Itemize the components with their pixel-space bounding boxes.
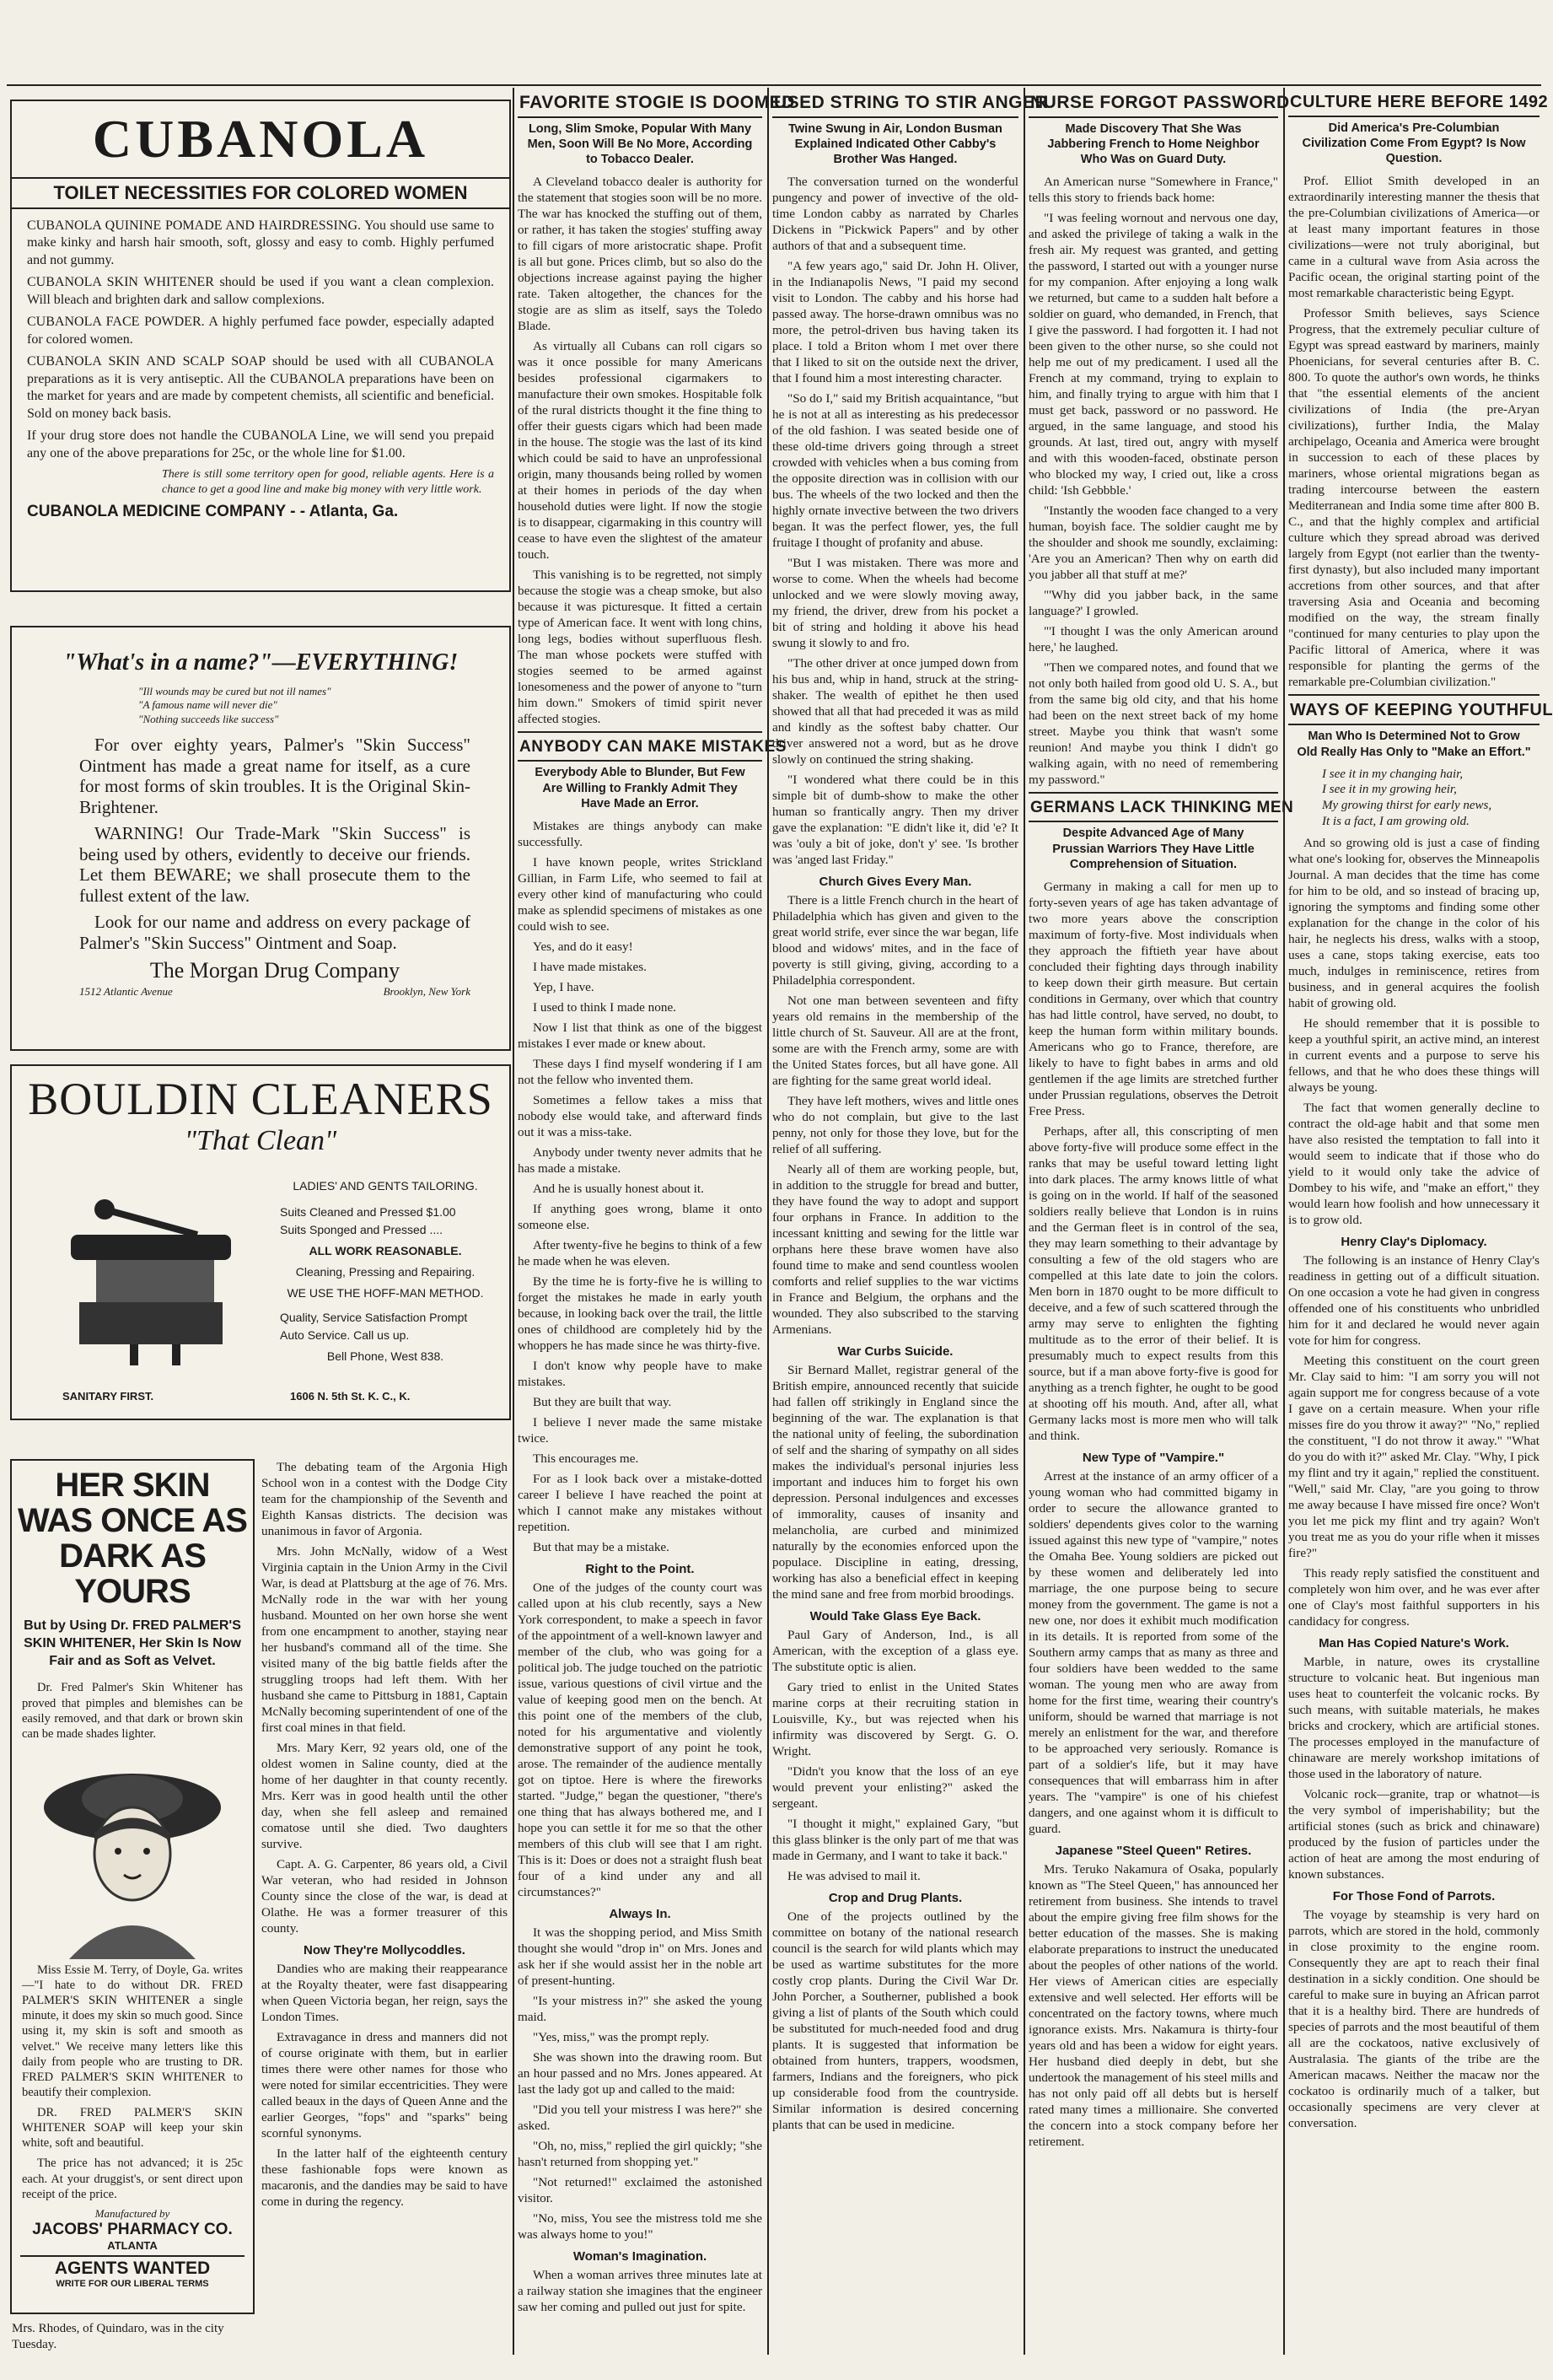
article-para: The fact that women generally decline to contract the old-age habit and that some men have also resisted the temptation to fall into it would seem to indicate that if those who do yield to it would only take the advice of Dombey to his wife, and "make an effort," they would learn how foolish and how unnecessary it is to grow old.: [1288, 1100, 1540, 1227]
article-para: This ready reply satisfied the constituent and completely won him over, and he was ever after one of Clay's most faithful supporters in his candidacy for congress.: [1288, 1565, 1540, 1629]
cubanola-footer: CUBANOLA MEDICINE COMPANY - - Atlanta, Ga.: [27, 502, 399, 520]
article-para: The following is an instance of Henry Clay's readiness in getting out of a difficult situation. On one occasion a vote he had given in congress offended one of his constituents who unbridled him for it and declared he would never again vote for him for congress.: [1288, 1252, 1540, 1348]
article-para: Paul Gary of Anderson, Ind., is all American, with the exception of a glass eye. The substitute optic is alien.: [772, 1628, 1018, 1675]
local-news-para: In the latter half of the eighteenth century these fashionable fops were known as macaronis, and the dandies may be said to have come in during the regency.: [261, 2146, 508, 2209]
article-para: "'Why did you jabber back, in the same language?' I growled.: [1029, 588, 1278, 619]
local-news-column: [261, 1459, 508, 2361]
bouldin-caption: SANITARY FIRST.: [62, 1390, 154, 1403]
local-news-para: Capt. A. G. Carpenter, 86 years old, a Civil War veteran, who had resided in Johnson County since the close of the war, is dead at Olathe. He was a former treasurer of this county.: [261, 1857, 508, 1936]
column-rule: [1024, 88, 1025, 2355]
article-para: And so growing old is just a case of finding what one's looking for, observes the Minneapolis Journal. A man decides that the time has come for him to be old, and so instead of bracing up, ignoring the symptoms and finding some other explanation for the change in the color of his hair, he neglects his dress, walks with a stoop, uses a cane, stops taking exercise, eats too much, indulges in reminiscence, retires from business, and in general acquires the foolish habit of growing old.: [1288, 835, 1540, 1010]
article-deck: Long, Slim Smoke, Popular With Many Men, Soon Will Be No More, According to Tobacco Dealer.: [527, 122, 753, 167]
article-para: The conversation turned on the wonderful pungency and power of invective of the old-time London cabby as narrated by Charles Dickens in "Pickwick Papers" and by other authors of that and a subsequent time.: [772, 175, 1018, 254]
article-para: Sometimes a fellow takes a miss that nobody else would take, and afterward finds out it was a miss-take.: [518, 1092, 762, 1139]
cubanola-para: CUBANOLA SKIN AND SCALP SOAP should be used with all CUBANOLA preparations as it is very antiseptic. All the CUBANOLA preparations have been on the market for years and are made by competent chemists, all scientific and beneficial. Sold on money back basis.: [27, 354, 494, 421]
palmer-success-ad: [10, 626, 511, 1051]
article-para: "Not returned!" exclaimed the astonished visitor.: [518, 2174, 762, 2205]
section-subhead: Church Gives Every Man.: [819, 875, 972, 890]
section-subhead: War Curbs Suicide.: [837, 1344, 954, 1360]
bouldin-line: ALL WORK REASONABLE.: [309, 1244, 462, 1257]
rhodes-note: Mrs. Rhodes, of Quindaro, was in the city Tuesday.: [12, 2322, 224, 2351]
section-subhead: For Those Fond of Parrots.: [1332, 1888, 1496, 1903]
woman-portrait-illustration: [35, 1748, 229, 1959]
cubanola-headline: TOILET NECESSITIES FOR COLORED WOMEN: [12, 177, 509, 209]
article-deck: Twine Swung in Air, London Busman Explained Indicated Other Cabby's Brother Was Hanged.: [788, 122, 1002, 167]
article-para: If anything goes wrong, blame it onto someone else.: [518, 1201, 762, 1232]
article-para: One of the judges of the county court was called upon at his club recently, says a New York correspondent, to make a speech in favor of the appointment of a well-known lawyer and member of the club, who was going for a political job. The judge touched on the patriotic issue, various questions of civil virtue and the value of keeping good men on the bench. At this point one of the members of the club, noted for his argumentative and violently demonstrative support of any point he took, arose. The remainder of the audience mentally got on tiptoe. Here is where the fireworks started. "Judge," began the questioner, "there's one thing that has always bothered me, and I hope you can settle it for me so that the other members of this club will see that I am right. This is it: Does or does not a straight flush beat four of a kind under any and all circumstances?": [518, 1580, 762, 1899]
bouldin-line: Suits Sponged and Pressed ....: [280, 1223, 443, 1236]
palmer-success-headline: "What's in a name?"—EVERYTHING!: [62, 649, 459, 676]
article-para: Not one man between seventeen and fifty years old remains in the membership of the little church of St. Sauveur. All are at the front, some are with the French army, some are with the United States forces, but all have gone. All are fighting for the same great world ideal.: [772, 993, 1018, 1089]
verse-line: My growing thirst for early news,: [1322, 799, 1492, 813]
article-para: For as I look back over a mistake-dotted career I believe I have reached the point at which I cannot make any mistakes without repetition.: [518, 1471, 762, 1534]
local-news-para: Extravagance in dress and manners did not of course originate with them, but in earlier times there were other names for those who were noted for similar eccentricities. They were called beaux in the days of Queen Anne and the earlier Georges, "fops" and "sparks" being scornful synonyms.: [261, 2030, 508, 2140]
article-para: Arrest at the instance of an army officer of a young woman who had committed bigamy in order to secure the allowance granted to soldiers' dependents gives color to the warning issued against this new type of "vampire," notes the Omaha Bee. Young soldiers are picked out by these women and deliberately led into marriage, the one purpose being to secure money from the government. The game is not a new one, nor does it exhibit much modification in its details. It is reported from some of the Southern army camps that as many as three and four soldiers have been wedded to the same woman. The young men who are away from home for the first time, wearing their country's uniform, should be warned that marriage is not merely an enlistment for the war, and therefore to be approached very seriously. Romance is part of a soldier's life, but it may have consequences that will embarrass him in after years. The "vampire" is one of his chiefest dangers, and one against whom it is difficult to guard.: [1029, 1468, 1278, 1836]
verse-line: I see it in my changing hair,: [1322, 767, 1464, 781]
section-subhead: Always In.: [609, 1906, 671, 1921]
article-para: And he is usually honest about it.: [533, 1181, 704, 1196]
article-headline: CULTURE HERE BEFORE 1492: [1288, 88, 1540, 117]
bouldin-line: Suits Cleaned and Pressed $1.00: [280, 1205, 456, 1219]
article-headline: WAYS OF KEEPING YOUTHFUL: [1288, 694, 1540, 725]
article-deck: Everybody Able to Blunder, But Few Are Willing to Frankly Admit They Have Made an Error.: [535, 766, 745, 810]
article-para: Perhaps, after all, this conscripting of men above forty-five will produce some effect in the ranks that may be useful toward letting light into dark places. The army knows little of what is going on in the world. If half of the seasoned soldiers really believe that London is in ruins and the German fleet is in control of the sea, they may learn something to their advantage by consulting a few of the old stagers who are compelled at this late date to join the colors. Men born in 1870 ought to be more difficult to deceive, and a few of such scattered through the army may serve to enlighten the fighting multitude as to the error of their belief. It is presumably much to expect results from this source, but if a man above forty-five is good for anything as a trench fighter, he ought to be good at shooting off his mouth. And, after all, what Germany lacks most is more men who will talk and think.: [1029, 1123, 1278, 1443]
article-deck: Despite Advanced Age of Many Prussian Warriors They Have Little Comprehension of Situation.: [1052, 827, 1255, 871]
article-para: Professor Smith believes, says Science Progress, that the extremely peculiar culture of Egypt was spread eastward by mariners, mainly Phoenicians, for several centuries after B. C. 800. To quote the author's own words, he thinks that "the essential elements of the ancient civilizations of India (the pre-Aryan civilizations), further India, the Malay archipelago, Oceania and America were brought in succession to each of these places by mariners, whose oriental migrations began as trading intercourse between the eastern Mediterranean and India some time after 800 B. C., and that the highly complex and artificial culture which they spread abroad was derived largely from Egypt (not earlier than the twenty-first dynasty), but also included many important accretions from other sources, and that after traversing Asia and Oceania and becoming modified on the way, the stream finally "continued for many centuries to play upon the Pacific littoral of America, where it was responsible for planting the germs of the remarkable pre-Columbian civilization.": [1288, 306, 1540, 690]
palmer-success-body: Look for our name and address on every package of Palmer's "Skin Success" Ointment and Soap.: [79, 911, 470, 953]
article-para: Meeting this constituent on the court green Mr. Clay said to him: "I am sorry you will not again support me for congress because of a vote I gave on a certain measure. When your rifle misses fire do you throw it away?" "No," replied the constituent, "I do not throw it away." "What do you do with it?" asked Mr. Clay. "Why, I pick my flint and try it again," replied the constituent. "Well," said Mr. Clay, "are you going to throw me away because I have missed fire once? Won't you let me pick my flint and try again? Won't you treat me as you do your rifle when it misses fire?": [1288, 1353, 1540, 1560]
pressing-machine-illustration: [54, 1176, 248, 1370]
article-para: I have made mistakes.: [533, 959, 647, 974]
bouldin-line: LADIES' AND GENTS TAILORING.: [293, 1179, 478, 1193]
verse-line: I see it in my growing heir,: [1322, 783, 1457, 797]
article-para: "A few years ago," said Dr. John H. Oliver, in the Indianapolis News, "I paid my second visit to London. The cabby and his horse had passed away. The horse-drawn omnibus was no more, the petrol-driven bus having taken its place. I told a Briton whom I met over there that I liked to sit on the outside next the driver, that I found him a most interesting character.: [772, 259, 1018, 386]
article-para: There is a little French church in the heart of Philadelphia which has given and given to the great world strife, ever since the war began, life blood and widows' mites, and in the face of poverty is still giving, giving, according to a Philadelphia correspondent.: [772, 893, 1018, 988]
article-para: Prof. Elliot Smith developed in an extraordinarily interesting manner the thesis that the pre-Columbian civilizations of America—or at least many important features in those civilizations—were not truly aboriginal, but came in a cultural wave from Asia across the Pacific ocean, the original starting point of the most remarkable characteristic being Egypt.: [1288, 174, 1540, 301]
article-para: Marble, in nature, owes its crystalline structure to volcanic heat. But ingenious man uses heat to counterfeit the volcanic rocks. By such means, with suitable materials, he makes bricks and crockery, which are artificial stones. The processes employed in the manufacture of chinaware are merely workshop imitations of those used in the laboratory of nature.: [1288, 1654, 1540, 1781]
whitener-deck: But by Using Dr. FRED PALMER'S SKIN WHITENER, Her Skin Is Now Fair and as Soft as Velvet.: [24, 1618, 241, 1668]
bouldin-line: Bell Phone, West 838.: [326, 1349, 444, 1363]
article-para: Germany in making a call for men up to forty-seven years of age has taken advantage of two more years above the conscription maximum of forty-five. Most individuals when they approach the fiftieth year have about concluded their fighting days through inability to keep down their girth measure. But certain conditions in Germany, over which that country has had little control, have served, no doubt, to keep the human form within military bounds. Americans who go to France, therefore, are likely to have to fight babes in arms and old gentlemen if the age limits are stretched further under Prussian regulations, observes the Detroit Free Press.: [1029, 879, 1278, 1118]
article-para: This encourages me.: [533, 1451, 639, 1466]
article-para: Sir Bernard Mallet, registrar general of the British empire, announced recently that suicide had fallen off strikingly in England since the beginning of the war. The explanation is that the national unity of feeling, the subordination of self and the sharing of sympathy on all sides makes the individual's personal injuries less important and induces him to forget his own depression. Personal indulgences and excesses of immorality, causes of insanity and melancholia, are curbed and minimized naturally by the economies enforced upon the populace. Discipline in eating, dressing, working has also a beneficial effect in keeping the mind sane and free from morbid broodings.: [772, 1363, 1018, 1602]
palmer-address-left: 1512 Atlantic Avenue: [79, 985, 173, 999]
article-headline: GERMANS LACK THINKING MEN: [1029, 792, 1278, 822]
section-subhead: Would Take Glass Eye Back.: [809, 1609, 981, 1624]
local-news-para: Mrs. John McNally, widow of a West Virginia captain in the Union Army in the Civil War, is dead at Plattsburg at the age of 76. Mrs. McNally rode in the war with her young husband. Mounted on her own horse she went from one encampment to another, staying near her husband's command all of the time. She visited many of the big battle fields after the struggling troops had left them. With her husband she came to Pittsburg in 1881, Captain McNally becoming superintendent of one of the first coal mines in that field.: [261, 1544, 508, 1735]
bouldin-cleaners-ad: [10, 1064, 511, 1420]
article-para: I don't know why people have to make mistakes.: [518, 1358, 762, 1389]
article-para: After twenty-five he begins to think of a few he made when he was eleven.: [518, 1237, 762, 1268]
palmer-success-body: For over eighty years, Palmer's "Skin Success" Ointment has made a great name for itself, as a cure for most forms of skin troubles. It is the Original Skin-Brightener.: [79, 734, 470, 818]
column-3: [518, 88, 795, 2356]
article-headline: FAVORITE STOGIE IS DOOMED: [518, 88, 762, 118]
column-rule: [513, 88, 514, 2355]
article-para: This vanishing is to be regretted, not simply because the stogie was a cheap smoke, but also because it was picturesque. It fitted a certain type of American face. It went with long chins, long legs, bodies without superfluous flesh. The man whose pockets were stuffed with stogies seemed to be armed against lonesomeness and the power of anyone to "turn him down." Smokers of timid spirit never affected stogies.: [518, 568, 762, 727]
article-para: Yep, I have.: [533, 979, 594, 994]
article-para: As virtually all Cubans can roll cigars so was it once possible for many Americans besides professional cigarmakers to manufacture their own smokes. Hospitable folk of the rural districts thought it the fine thing to offer their guests cigars which had been made in the house. The stogie was the last of its kind which could be said to have an unprofessional origin, many thousands being rolled by women at their homes in periods of the day when household duties were light. If now the stogie is to disappear, cigarmaking in this country will cease to have even the slightest of the amateur touch.: [518, 339, 762, 563]
whitener-headline: HER SKIN WAS ONCE AS DARK AS YOURS: [18, 1467, 247, 1610]
whitener-testimonial: Miss Essie M. Terry, of Doyle, Ga. writes—"I hate to do without DR. FRED PALMER'S SKIN WHITENER a single minute, it does my skin so much good. Since using it, my skin is soft and smooth as velvet." We receive many letters like this daily from people who are trusting to DR. FRED PALMER'S SKIN WHITENER to beautify their complexion.: [22, 1963, 243, 2099]
verse-line: It is a fact, I am growing old.: [1322, 814, 1470, 828]
bouldin-address: 1606 N. 5th St. K. C., K.: [290, 1390, 411, 1403]
article-para: He was advised to mail it.: [787, 1869, 921, 1884]
article-para: I used to think I made none.: [533, 999, 676, 1015]
local-news-para: Dandies who are making their reappearance at the Royalty theater, were fast disappearing when Queen Victoria began, her reign, says the London Times.: [261, 1962, 508, 2024]
bouldin-slogan: "That Clean": [184, 1125, 337, 1156]
article-para: One of the projects outlined by the committee on botany of the national research council is the search for wild plants which may be used as wartime substitutes for the more costly crop plants. During the Civil War Dr. John Porcher, a Southerner, published a book giving a list of plants of the South which could be substituted for much-needed food and drug plants. It is suggested that information be obtained from hunters, trappers, woodsmen, farmers, Indians and the foreigners, who pick up considerable food from the countryside. Similar information is desired concerning plants that can be used in medicine.: [772, 1909, 1018, 2133]
article-para: I have known people, writes Strickland Gillian, in Farm Life, who seemed to fail at every other kind of manufacturing who could make as splendid specimens of mistakes as one could wish to see.: [518, 854, 762, 934]
column-4: [772, 88, 1049, 2356]
section-subhead: Man Has Copied Nature's Work.: [1319, 1635, 1509, 1650]
bouldin-line: Cleaning, Pressing and Repairing.: [295, 1265, 476, 1279]
cubanola-para: If your drug store does not handle the CUBANOLA Line, we will send you prepaid any one of the above preparations for 25c, or the whole line for $1.00.: [27, 428, 494, 460]
section-subhead: Woman's Imagination.: [572, 2248, 707, 2264]
palmer-whitener-ad: [10, 1459, 255, 2314]
whitener-agents: AGENTS WANTED: [20, 2255, 245, 2279]
palmer-success-warning: WARNING! Our Trade-Mark "Skin Success" is being used by others, evidently to deceive our friends. Let them BEWARE; we shall prosecute them to the fullest extent of the law.: [79, 822, 470, 907]
whitener-city: ATLANTA: [107, 2238, 158, 2252]
palmer-verse-line: "Nothing succeeds like success": [138, 712, 279, 725]
column-rule: [767, 88, 769, 2355]
article-para: Mistakes are things anybody can make successfully.: [518, 818, 762, 849]
article-para: "Oh, no, miss," replied the girl quickly; "she hasn't returned from shopping yet.": [518, 2138, 762, 2169]
article-para: She was shown into the drawing room. But an hour passed and no Mrs. Jones appeared. At last the lady got up and called to the maid:: [518, 2049, 762, 2097]
article-para: An American nurse "Somewhere in France," tells this story to friends back home:: [1029, 175, 1278, 206]
section-subhead: Right to the Point.: [585, 1561, 695, 1576]
cubanola-logo: CUBANOLA: [92, 109, 429, 169]
column-5: [1029, 88, 1294, 2356]
whitener-para: DR. FRED PALMER'S SKIN WHITENER SOAP will keep your skin white, soft and beautiful.: [22, 2106, 243, 2151]
article-headline: ANYBODY CAN MAKE MISTAKES: [518, 731, 762, 762]
article-para: Now I list that think as one of the biggest mistakes I ever made or knew about.: [518, 1020, 762, 1051]
article-para: "Then we compared notes, and found that we not only both hailed from good old U. S. A., but from the same big old city, and that his home had been on the next street back of my home street. Maybe you think that wasn't some reunion! And maybe you think I didn't go walking again, with no need of remembering my password.": [1029, 660, 1278, 788]
cubanola-para: CUBANOLA FACE POWDER. A highly perfumed face powder, especially adapted for colored women.: [27, 315, 494, 347]
article-deck: Did America's Pre-Columbian Civilization Come From Egypt? Is Now Question.: [1302, 121, 1526, 166]
whitener-para: The price has not advanced; it is 25c each. At your druggist's, or sent direct upon receipt of the price.: [22, 2157, 243, 2201]
article-para: "The other driver at once jumped down from his bus and, whip in hand, struck at the string-shaker. The wealth of epithet he then used showed that all that had preceded it was as mild and kindly as the softest baby chatter. Our driver answered not a word, but as he drove slowly on continued the string shaking.: [772, 656, 1018, 767]
local-news-para: Mrs. Mary Kerr, 92 years old, one of the oldest women in Saline county, died at the home of her daughter in that county recently. Mrs. Kerr was in good health until the other day, when she fell asleep and remained comatose until she died. Two daughters survive.: [261, 1741, 508, 1851]
article-deck: Man Who Is Determined Not to Grow Old Really Has Only to "Make an Effort.": [1297, 730, 1531, 759]
palmer-company: The Morgan Drug Company: [149, 958, 400, 983]
article-para: When a woman arrives three minutes late at a railway station she imagines that the engineer saw her coming and pulled out just for spite.: [518, 2267, 762, 2314]
article-para: Yes, and do it easy!: [533, 939, 633, 954]
article-para: I believe I never made the same mistake twice.: [518, 1414, 762, 1446]
article-para: "'I thought I was the only American around here,' he laughed.: [1029, 624, 1278, 655]
article-para: A Cleveland tobacco dealer is authority for the statement that stogies soon will be no more. The war has knocked the stuffing out of them, or rather, it has taken the stogies' stuffing away to fill cigars of more aristocratic shape. Profit is all but gone. Prices climb, but so also do the objections increase against paying the higher rate. Taken altogether, the chances for the stogie are as slim as itself, says the Toledo Blade.: [518, 175, 762, 334]
article-para: "Instantly the wooden face changed to a very human, boyish face. The soldier caught me by the shoulder and shook me soundly, exclaiming: 'Are you an American? Then why on earth did you jabber all that stuff at me?': [1029, 503, 1278, 583]
whitener-agents-sub: WRITE FOR OUR LIBERAL TERMS: [56, 2278, 209, 2289]
section-subhead: Henry Clay's Diplomacy.: [1341, 1234, 1487, 1249]
article-para: Mrs. Teruko Nakamura of Osaka, popularly known as "The Steel Queen," has announced her retirement from business. She intends to travel about the empire giving free film shows for the better education of the masses. She is making elaborate preparations to instruct the uneducated about the peoples of other nations of the world. Her views of American cities are especially extensive and well selected. Her efforts will be concentrated on the factory towns, where much ignorance exists. Mrs. Nakamura is thirty-four years old and has been a widow for eight years. Her husband died deeply in debt, but she undertook the management of his steel mills and has not only paid off all debts but is herself rated many times a millionaire. She converted the concern into a stock company before her retirement.: [1029, 1861, 1278, 2149]
bouldin-title: BOULDIN CLEANERS: [28, 1074, 493, 1124]
article-headline: USED STRING TO STIR ANGER: [772, 88, 1018, 118]
article-deck: Made Discovery That She Was Jabbering French to Home Neighbor Who Was on Guard Duty.: [1047, 122, 1260, 167]
article-para: "Did you tell your mistress I was here?" she asked.: [518, 2102, 762, 2133]
article-para: They have left mothers, wives and little ones who do not complain, but give to the last penny, not only for those they love, but for the relief of all suffering.: [772, 1094, 1018, 1157]
article-para: Anybody under twenty never admits that he has made a mistake.: [518, 1144, 762, 1176]
article-para: But they are built that way.: [533, 1394, 672, 1409]
section-subhead: Now They're Mollycoddles.: [304, 1943, 465, 1957]
article-para: Nearly all of them are working people, but, in addition to the struggle for bread and butter, they have found the way to adopt and support four orphans in France. In addition to the incessant knitting and sewing for the little war orphans here these brave women have also found time to make and send countless woolen comforts and relief supplies to the war victims in France and Belgium, the orphans and the wounded. They also subscribed to the starving Armenians.: [772, 1162, 1018, 1338]
article-para: By the time he is forty-five he is willing to forget the mistakes he made in early youth because, in looking back over the trail, the little ones of childhood are completely hid by the whoppers he has made since he was thirty-five.: [518, 1273, 762, 1353]
article-para: "Didn't you know that the loss of an eye would prevent your enlisting?" asked the sergeant.: [772, 1764, 1018, 1812]
article-para: "I thought it might," explained Gary, "but this glass blinker is the only part of me that was made in Germany, and I want to take it back.": [772, 1817, 1018, 1864]
whitener-para: Dr. Fred Palmer's Skin Whitener has proved that pimples and blemishes can be easily removed, and that dark or brown skin can be made shades lighter.: [22, 1681, 243, 1741]
article-para: He should remember that it is possible to keep a youthful spirit, an active mind, an interest in current events and a purpose to serve his fellows, and that he who does these things will always be young.: [1288, 1015, 1540, 1095]
section-subhead: New Type of "Vampire.": [1082, 1450, 1225, 1465]
palmer-verse-line: "A famous name will never die": [138, 698, 277, 712]
section-subhead: Crop and Drug Plants.: [828, 1891, 963, 1906]
whitener-manufactured: Manufactured by: [94, 2206, 170, 2220]
bouldin-line: WE USE THE HOFF-MAN METHOD.: [287, 1286, 484, 1300]
column-6: [1288, 88, 1553, 2356]
article-para: It was the shopping period, and Miss Smith thought she would "drop in" on Mrs. Jones and ask her if she would assist her in the noble art of present-hunting.: [518, 1925, 762, 1988]
article-para: "No, miss, You see the mistress told me she was always home to you!": [518, 2210, 762, 2242]
article-para: The voyage by steamship is very hard on parrots, which are stored in the hold, commonly in close proximity to the engine room. Consequently they are apt to reach their final destination in a sickly condition. One should be careful to make sure in buying an African parrot that it is a healthy bird. There are hundreds of species of parrots and the most beautiful of them all are the cockatoos, native exclusively of Australasia. The giants of the tribe are the American macaws. Neither the macaw nor the cockatoo is ordinarily much of a talker, but occasionally specimens are very clever at conversation.: [1288, 1907, 1540, 2130]
article-para: "But I was mistaken. There was more and worse to come. When the wheels had become unlocked and we were slowly moving away, my friend, the driver, drew from his pocket a bit of string and holding it above his head swung it slowly to and fro.: [772, 556, 1018, 651]
local-news-para: The debating team of the Argonia High School won in a contest with the Dodge City team for the championship of the Seventh and Eighth Kansas districts. The decision was unanimous in favor of Argonia.: [261, 1460, 508, 1538]
article-para: But that may be a mistake.: [533, 1539, 669, 1554]
palmer-verse-line: "Ill wounds may be cured but not ill names": [138, 685, 331, 697]
article-para: "Is your mistress in?" she asked the young maid.: [518, 1993, 762, 2024]
top-rule: [7, 84, 1541, 86]
article-para: "So do I," said my British acquaintance, "but he is not at all as interesting as his predecessor of the old fashion. I was seated beside one of these old-time drivers going through a street crowded with vehicles when a bus coming from the opposite direction was in collision with our bus. The wheels of the two locked and then the highly ornate invective between the two drivers began. It was the perfect flower, yes, the full fruitage I thought of profanity and abuse.: [772, 391, 1018, 551]
article-para: "I was feeling wornout and nervous one day, and asked the privilege of taking a walk in the fresh air. My request was granted, and getting the password, I started out with a younger nurse for my companion. After enjoying a long walk we returned, but came to a sudden halt before a soldier on guard, who demanded, in French, that I give the password. I had forgotten it. I had not been given to the other nurse, so she could not help me out of my predicament. I used all the French at my command, trying to explain to him, and finally trying to argue with him that I must get back, password or no password. He argued, in the same language, and stood his grounds. At last, tired out, angry with myself and with this wooden-faced, obstinate person who blocked my way, I cried out, like a cross child: 'Ish Gebbble.': [1029, 211, 1278, 498]
cubanola-para: CUBANOLA QUININE POMADE AND HAIRDRESSING. You should use same to make kinky and harsh hair smooth, soft, glossy and easy to comb. Highly perfumed and not gummy.: [27, 218, 494, 267]
section-subhead: Japanese "Steel Queen" Retires.: [1055, 1843, 1252, 1858]
article-para: "Yes, miss," was the prompt reply.: [533, 2029, 709, 2044]
article-para: These days I find myself wondering if I am not the fellow who invented them.: [518, 1056, 762, 1087]
whitener-maker: JACOBS' PHARMACY CO.: [32, 2220, 233, 2238]
palmer-address-right: Brooklyn, New York: [383, 985, 470, 999]
cubanola-para: CUBANOLA SKIN WHITENER should be used if you want a clean complexion. Will bleach and brighten dark and sallow complexions.: [27, 275, 494, 307]
cubanola-ad: [10, 100, 511, 592]
article-headline: NURSE FORGOT PASSWORD: [1029, 88, 1278, 118]
column-rule: [1283, 88, 1285, 2355]
bouldin-line: Quality, Service Satisfaction Prompt Auto Service. Call us up.: [280, 1311, 468, 1342]
article-para: Volcanic rock—granite, trap or whatnot—is the very symbol of imperishability; but the artificial stones (such as brick and chinaware) produced by the fusion of particles under the action of heat are among the most enduring of known substances.: [1288, 1786, 1540, 1882]
article-para: "I wondered what there could be in this simple bit of dumb-show to make the other human so frantically angry. Then my driver gave the explanation: "E didn't like it, did 'e? It was 'ouly a bit of joke, don't y' see. 'Is brother was 'anged last Friday.": [772, 773, 1018, 868]
article-para: Gary tried to enlist in the United States marine corps at their recruiting station in Louisville, Ky., but was rejected when his infirmity was discovered by Sergt. G. O. Wright.: [772, 1680, 1018, 1759]
cubanola-note: There is still some territory open for good, reliable agents. Here is a chance to get a good line and make big money with very little work.: [162, 468, 494, 496]
